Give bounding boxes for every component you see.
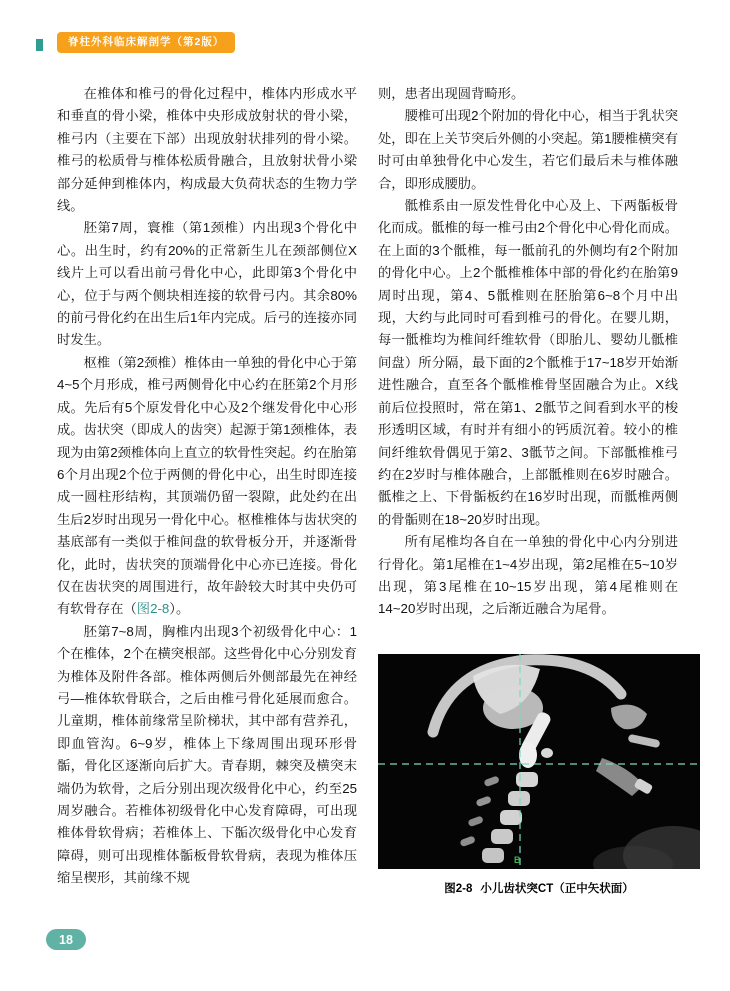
paragraph: 则，患者出现圆背畸形。: [378, 86, 525, 101]
paragraph-text: 枢椎（第2颈椎）椎体由一单独的骨化中心于第4~5个月形成，椎弓两侧骨化中心约在胚第2个月形成。先后有5个原发骨化中心及2个继发骨化中心形成。齿状突（即成人的齿突）起源于第1颈椎体，表现为由第2颈椎体向上直立的软骨性突起。约在胎第6个月出现2个位于两侧的骨化中心，出生时即连接成一圆柱形结构，其顶端仍留一裂隙，此处约在出生后2岁时出现另一骨化中心。枢椎椎体与齿状突的基底部有一类似于椎间盘的软骨板分开，并逐渐骨化，此时，齿状突的顶端骨化中心亦已连接。骨化仅在齿状突的周围进行，故年龄较大时其中央仍可有软骨存在（: [57, 354, 357, 617]
book-title-badge: 脊柱外科临床解剖学（第2版）: [57, 32, 235, 53]
paragraph: [57, 352, 357, 621]
figure-reference: 图2-8: [136, 601, 170, 617]
ct-scan-image: [378, 654, 700, 869]
header-accent-bar: [36, 39, 43, 51]
paragraph: 在椎体和椎弓的骨化过程中，椎体内形成水平和垂直的骨小梁，椎体中央形成放射状的骨小梁，椎弓内（主要在下部）出现放射状排列的骨小梁。椎弓的松质骨与椎体松质骨融合，且放射状骨小梁部分延伸到椎体内，构成最大负荷状态的生物力学线。: [57, 86, 357, 214]
paragraph: 腰椎可出现2个附加的骨化中心，相当于乳状突处，即在上关节突后外侧的小突起。第1腰椎横突有时可由单独骨化中心发生，若它们最后未与椎体融合，即形成腰肋。: [378, 108, 678, 191]
paragraph: 胚第7周，寰椎（第1颈椎）内出现3个骨化中心。出生时，约有20%的正常新生儿在颈部侧位X线片上可以看出前弓骨化中心，此即第3个骨化中心，位于与两个侧块相连接的软骨弓内。其余80%的前弓骨化约在出生后1年内完成。后弓的连接亦同时发生。: [57, 220, 357, 348]
paragraph: 所有尾椎均各自在一单独的骨化中心内分别进行骨化。第1尾椎在1~4岁出现，第2尾椎在5~10岁出现，第3尾椎在10~15岁出现，第4尾椎则在14~20岁时出现，之后渐近融合为尾骨。: [378, 534, 678, 617]
figure-2-8: [378, 654, 700, 900]
right-column: [378, 83, 678, 900]
vertebral-body: [491, 829, 513, 844]
figure-caption-label: 图2-8: [444, 882, 473, 895]
paragraph: 胚第7~8周，胸椎内出现3个初级骨化中心：1个在椎体，2个在横突根部。这些骨化中心分别发育为椎体及附件各部。椎体两侧后外侧部最先在神经弓—椎体软骨联合，之后由椎弓骨化延展而愈合。儿童期，椎体前缘常呈阶梯状，其中部有营养孔，即血管沟。6~9岁，椎体上下缘周围出现环形骨骺，骨化区逐渐向后扩大。青春期，棘突及横突末端仍为软骨，之后分别出现次级骨化中心，约至25周岁融合。若椎体初级骨化中心发育障碍，可出现椎体骨软骨病；若椎体上、下骺次级骨化中心发育障碍，则可出现椎体骺板骨软骨病，表现为椎体压缩呈楔形，其前缘不规: [57, 623, 357, 886]
left-column: [57, 83, 357, 900]
ct-orientation-marker: B: [514, 854, 521, 865]
paragraph-text: ）。: [169, 601, 190, 617]
paragraph: 骶椎系由一原发性骨化中心及上、下两骺板骨化而成。骶椎的每一椎弓由2个骨化中心骨化而成。在上面的3个骶椎，每一骶前孔的外侧均有2个附加的骨化中心。上2个骶椎椎体中部的骨化约在胎第9周时出现，第4、5骶椎则在胚胎第6~8个月中出现，大约与此同时可看到椎弓的骨化。在婴儿期，每一骶椎均为椎间纤维软骨（即胎儿、婴幼儿骶椎间盘）所分隔，最下面的2个骶椎于17~18岁开始渐进性融合，直至各个骶椎椎骨坚固融合为止。X线前后位投照时，常在第1、2骶节之间看到水平的梭形透明区域，有时并有细小的钙质沉着。较小的椎间纤维软骨偶见于第2、3骶节之间。下部骶椎椎弓约在2岁时与椎体融合，上部骶椎则在6岁时融合。骶椎之上、下骨骺板约在16岁时出现，而骶椎两侧的骨骺则在18~20岁时出现。: [378, 198, 678, 527]
figure-caption-text: 小儿齿状突CT（正中矢状面）: [480, 882, 634, 895]
vertebral-body: [508, 791, 530, 806]
page-number-badge: 18: [46, 929, 86, 950]
figure-caption: [378, 878, 700, 900]
vertebral-body: [482, 848, 504, 863]
vertebral-body: [500, 810, 522, 825]
vertebral-body: [516, 772, 538, 787]
page-content: [57, 83, 678, 900]
